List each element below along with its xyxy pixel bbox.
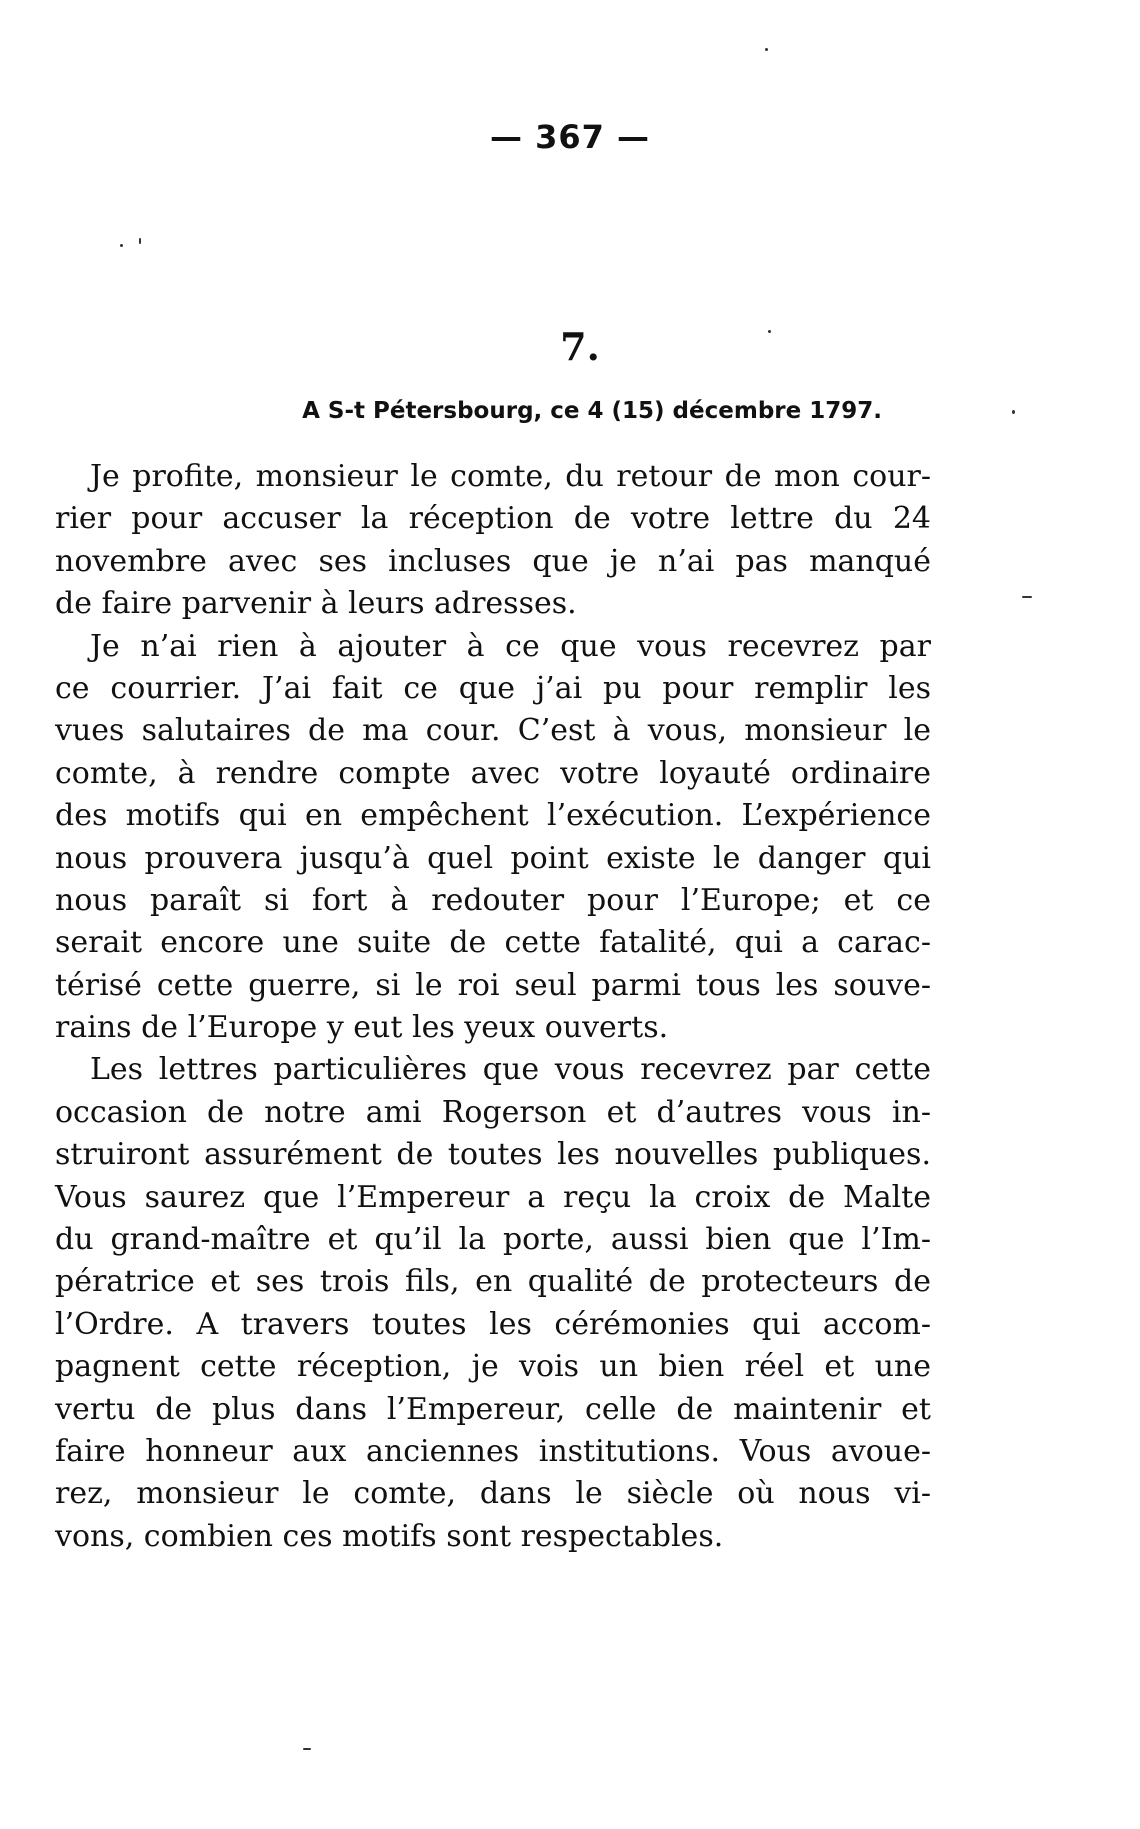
scan-speck — [139, 238, 141, 244]
scan-speck — [768, 330, 771, 333]
text-line: rez, monsieur le comte, dans le siècle où nous vi- — [55, 1476, 931, 1512]
text-line: serait encore une suite de cette fatalité, qui a carac- — [55, 925, 931, 961]
text-line: vues salutaires de ma cour. C’est à vous, monsieur le — [55, 713, 931, 749]
dateline: A S-t Pétersbourg, ce 4 (15) décembre 1797. — [302, 398, 882, 424]
text-line: struiront assurément de toutes les nouvelles publiques. — [55, 1137, 931, 1173]
text-line: rier pour accuser la réception de votre lettre du 24 — [55, 501, 931, 537]
paragraph — [55, 626, 931, 1050]
text-line: ce courrier. J’ai fait ce que j’ai pu pour remplir les — [55, 670, 931, 706]
text-line: de faire parvenir à leurs adresses. — [55, 586, 577, 622]
scan-speck — [120, 244, 123, 247]
text-line: faire honneur aux anciennes institutions. Vous avoue- — [55, 1433, 931, 1469]
text-line: Je n’ai rien à ajouter à ce que vous recevrez par — [90, 628, 931, 664]
scan-speck — [765, 48, 768, 51]
text-line: rains de l’Europe y eut les yeux ouverts. — [55, 1010, 669, 1046]
text-line: des motifs qui en empêchent l’exécution. L’expérience — [55, 798, 931, 834]
paragraph — [55, 456, 931, 626]
text-line: novembre avec ses incluses que je n’ai pas manqué — [55, 543, 931, 579]
paragraph — [55, 1049, 931, 1558]
scan-speck — [1022, 596, 1032, 598]
text-line: l’Ordre. A travers toutes les cérémonies qui accom- — [55, 1306, 931, 1342]
page-number: — 367 — — [489, 118, 651, 156]
scan-speck — [1012, 410, 1015, 414]
text-line: térisé cette guerre, si le roi seul parmi tous les souve- — [55, 967, 931, 1003]
scan-speck — [303, 1748, 311, 1750]
text-line: vertu de plus dans l’Empereur, celle de maintenir et — [55, 1391, 931, 1427]
text-line: nous paraît si fort à redouter pour l’Europe; et ce — [55, 882, 931, 918]
text-line: vons, combien ces motifs sont respectables. — [55, 1518, 724, 1554]
text-line: du grand-maître et qu’il la porte, aussi bien que l’Im- — [55, 1222, 931, 1258]
letter-number: 7. — [560, 324, 600, 369]
text-line: Les lettres particulières que vous recevrez par cette — [90, 1052, 931, 1088]
letter-body — [55, 456, 931, 1558]
text-line: comte, à rendre compte avec votre loyauté ordinaire — [55, 755, 931, 791]
text-line: Vous saurez que l’Empereur a reçu la croix de Malte — [55, 1179, 931, 1215]
text-line: pagnent cette réception, je vois un bien réel et une — [55, 1349, 931, 1385]
text-line: occasion de notre ami Rogerson et d’autres vous in- — [55, 1094, 931, 1130]
text-line: Je profite, monsieur le comte, du retour de mon cour- — [90, 459, 931, 494]
text-line: pératrice et ses trois fils, en qualité de protecteurs de — [55, 1264, 931, 1300]
text-line: nous prouvera jusqu’à quel point existe le danger qui — [55, 840, 931, 876]
